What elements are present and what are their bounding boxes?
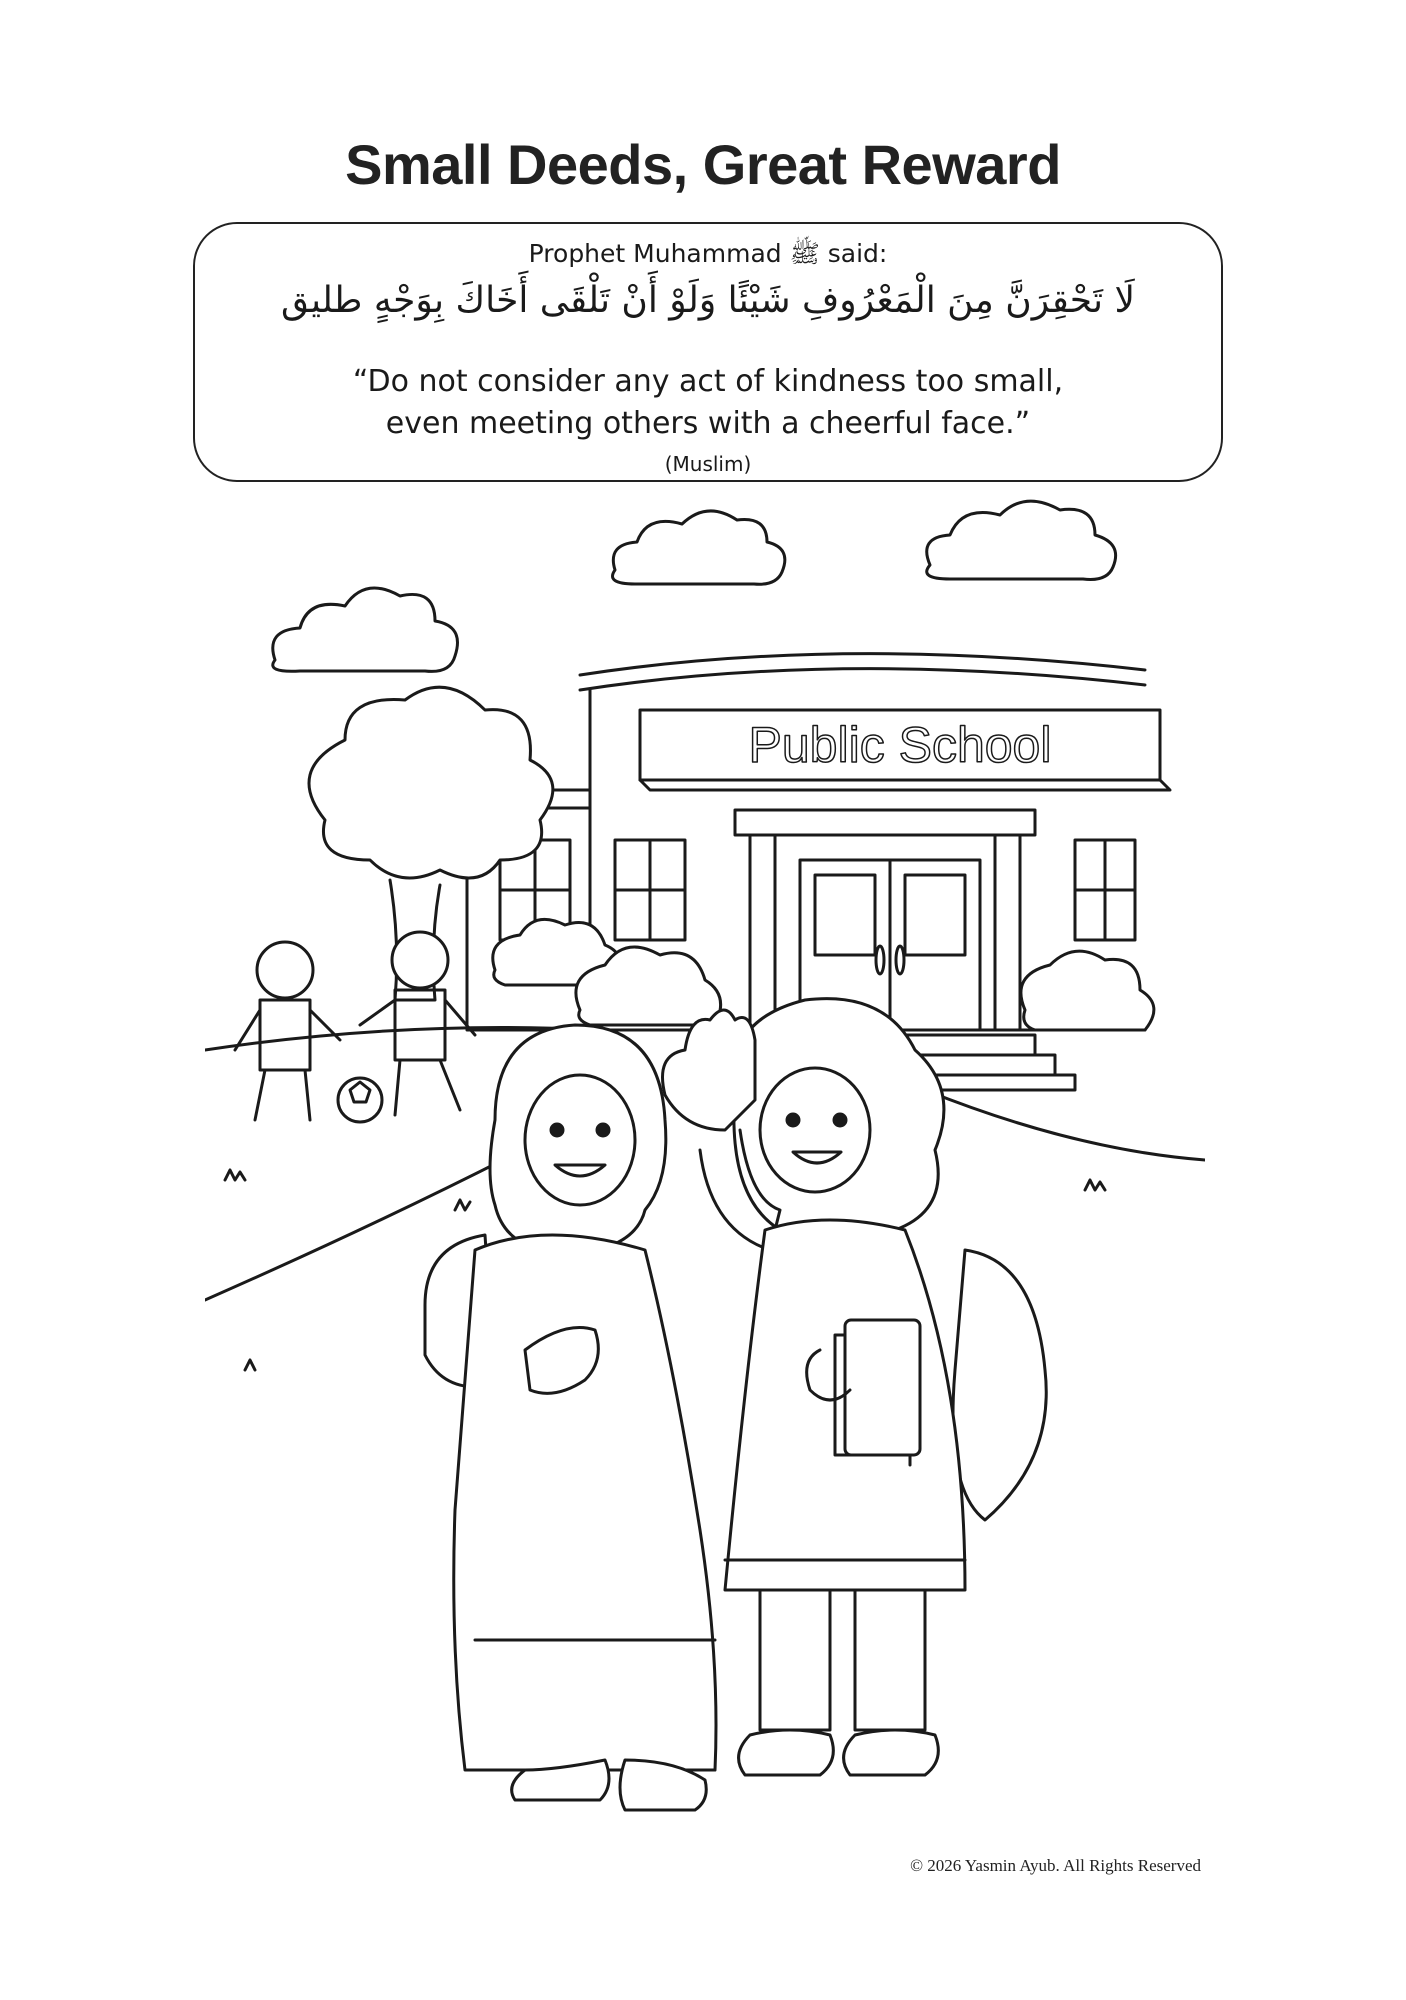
hadith-english-line-2: even meeting others with a cheerful face.” [385, 406, 1031, 441]
coloring-illustration [205, 490, 1205, 1840]
hadith-arabic: لَا تَحْقِرَنَّ مِنَ الْمَعْرُوفِ شَيْئًا وَلَوْ أَنْ تَلْقَى أَخَاكَ بِوَجْهٍ طليق [280, 280, 1136, 321]
hadith-box [193, 222, 1223, 482]
school-sign: Public School [748, 717, 1052, 773]
page-title: Small Deeds, Great Reward [345, 133, 1061, 196]
hadith-source: (Muslim) [664, 452, 752, 476]
cloud-icon [613, 511, 785, 584]
girl-hijab-figure [425, 1025, 716, 1810]
boy-figure [235, 942, 340, 1120]
soccer-ball-icon [338, 1078, 382, 1122]
cloud-icon [927, 501, 1116, 579]
cloud-icon [273, 588, 458, 671]
hadith-intro: Prophet Muhammad ﷺ said: [528, 239, 888, 268]
copyright-footer: © 2026 Yasmin Ayub. All Rights Reserved [910, 1856, 1201, 1875]
hadith-english-line-1: “Do not consider any act of kindness too small, [352, 364, 1064, 399]
